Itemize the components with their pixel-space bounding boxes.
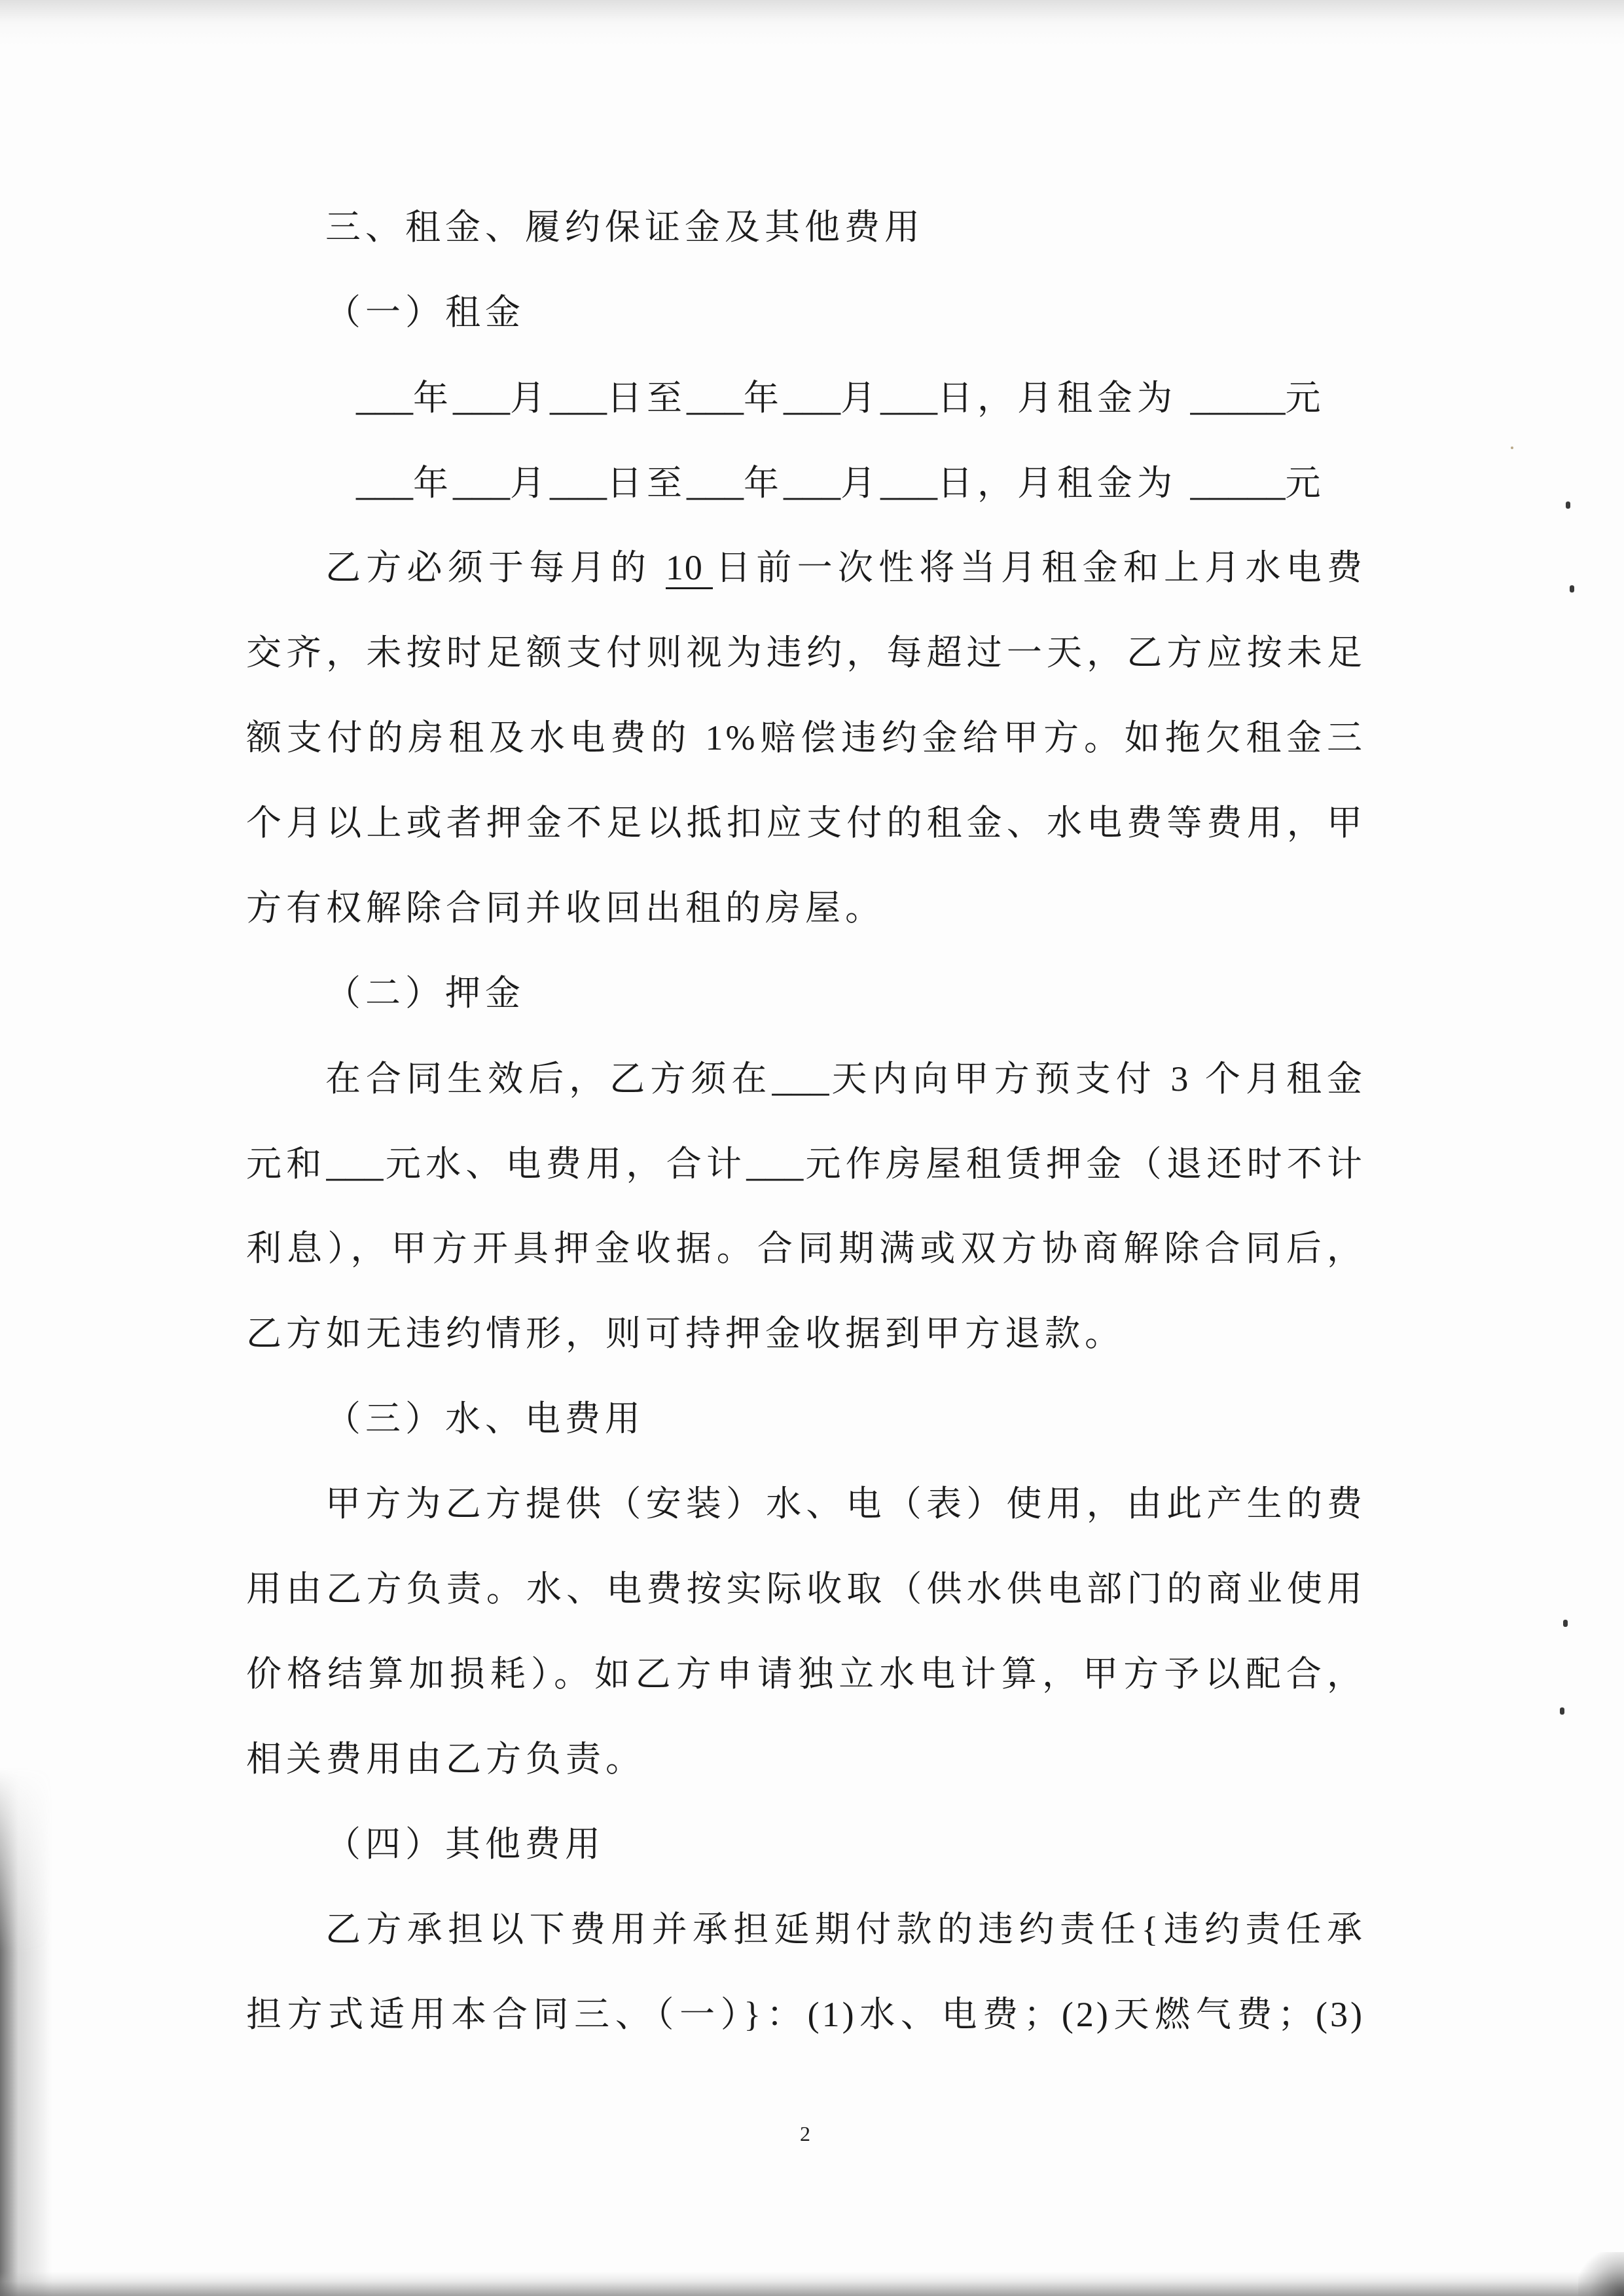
page-number: 2: [800, 2122, 810, 2145]
subsection-heading-other-fees: （四）其他费用: [325, 1825, 605, 1864]
fill-in-blank: ___: [453, 461, 510, 503]
text-run: 元: [1285, 378, 1326, 418]
document-body: [246, 185, 1365, 2057]
subsection-heading-utilities: （三）水、电费用: [325, 1399, 645, 1438]
paragraph-line: 乙方如无违约情形，则可持押金收据到甲方退款。: [246, 1314, 1125, 1353]
fill-in-blank: ___: [326, 1142, 384, 1184]
paragraph-line: 担方式适用本合同三、（一）}：(1)水、电费；(2)天燃气费；(3): [246, 1995, 1365, 2034]
scan-shadow-corner: [1578, 2252, 1624, 2296]
paragraph-line: 乙方承担以下费用并承担延期付款的违约责任{违约责任承: [325, 1910, 1365, 1949]
fill-in-blank: _____: [1190, 376, 1286, 418]
fill-in-blank: ___: [356, 376, 413, 418]
paragraph-line: 用由乙方负责。水、电费按实际收取（供水供电部门的商业使用: [246, 1569, 1365, 1609]
text-run: 年: [744, 464, 784, 503]
scan-speck: [1560, 1707, 1564, 1715]
text-run: 乙方必须于每月的: [325, 548, 666, 587]
text-run: 元作房屋租赁押金（退还时不计: [803, 1144, 1365, 1184]
fill-in-blank: ___: [453, 376, 510, 418]
fill-in-blank: ___: [784, 461, 840, 503]
text-run: 天内向甲方预支付 3 个月租金: [829, 1059, 1365, 1099]
text-run: 年: [413, 378, 453, 418]
paragraph-line: 利息），甲方开具押金收据。合同期满或双方协商解除合同后，: [246, 1229, 1365, 1268]
scan-shadow-top: [0, 0, 1624, 46]
fill-in-blank: ___: [550, 376, 607, 418]
paragraph-line: 甲方为乙方提供（安装）水、电（表）使用，由此产生的费: [325, 1484, 1365, 1523]
rent-schedule-line: [246, 440, 1365, 525]
fill-in-blank: ___: [356, 461, 413, 503]
fill-in-blank: ___: [687, 376, 744, 418]
scan-speck: [1566, 501, 1570, 509]
text-run: 月: [510, 378, 550, 418]
section-heading: 三、租金、履约保证金及其他费用: [325, 208, 924, 247]
scan-speck: [1563, 1620, 1568, 1627]
fill-in-blank: ___: [687, 461, 744, 503]
subsection-heading-deposit: （二）押金: [325, 974, 525, 1013]
fill-in-blank: ___: [880, 461, 937, 503]
text-run: 年: [413, 464, 453, 503]
fill-in-blank: ___: [772, 1057, 829, 1099]
paragraph-line: 价格结算加损耗）。如乙方申请独立水电计算，甲方予以配合，: [246, 1654, 1365, 1694]
fill-in-blank: ___: [746, 1142, 804, 1184]
text-run: 月: [840, 378, 880, 418]
text-run: 日至: [607, 378, 687, 418]
paragraph-line: 额支付的房租及水电费的 1%赔偿违约金给甲方。如拖欠租金三: [246, 718, 1365, 757]
fill-in-blank: _____: [1190, 461, 1286, 503]
text-run: 元水、电费用，合计: [383, 1144, 747, 1184]
text-run: 日，月租金为: [937, 378, 1191, 418]
paragraph-line: 个月以上或者押金不足以抵扣应支付的租金、水电费等费用，甲: [246, 803, 1365, 843]
paragraph-line: [246, 1036, 1365, 1121]
fill-in-blank: ___: [784, 376, 840, 418]
text-run: 月: [840, 464, 880, 503]
rent-due-line: [246, 525, 1365, 610]
text-run: 在合同生效后，乙方须在: [325, 1059, 772, 1099]
text-run: 元和: [246, 1144, 327, 1184]
text-run: 年: [744, 378, 784, 418]
scan-shadow-left: [0, 1768, 52, 2296]
text-run: 月: [510, 464, 550, 503]
scan-speck: [1511, 446, 1513, 449]
text-run: 元: [1285, 464, 1326, 503]
paragraph-line: 交齐，未按时足额支付则视为违约，每超过一天，乙方应按未足: [246, 633, 1365, 672]
paragraph-line: 方有权解除合同并收回出租的房屋。: [246, 888, 885, 928]
scan-speck: [1570, 585, 1574, 592]
fill-in-blank: ___: [550, 461, 607, 503]
scan-shadow-bottom: [0, 2272, 1624, 2296]
fill-in-blank: ___: [880, 376, 937, 418]
paragraph-line: [246, 1121, 1365, 1206]
subsection-heading-rent: （一）租金: [325, 293, 525, 332]
text-run: 日至: [607, 464, 687, 503]
paragraph-line: 相关费用由乙方负责。: [246, 1740, 645, 1779]
rent-schedule-line: [246, 355, 1365, 440]
text-run: 日前一次性将当月租金和上月水电费: [712, 548, 1365, 587]
text-run: 日，月租金为: [937, 464, 1191, 503]
due-day-value: 10: [666, 548, 713, 589]
